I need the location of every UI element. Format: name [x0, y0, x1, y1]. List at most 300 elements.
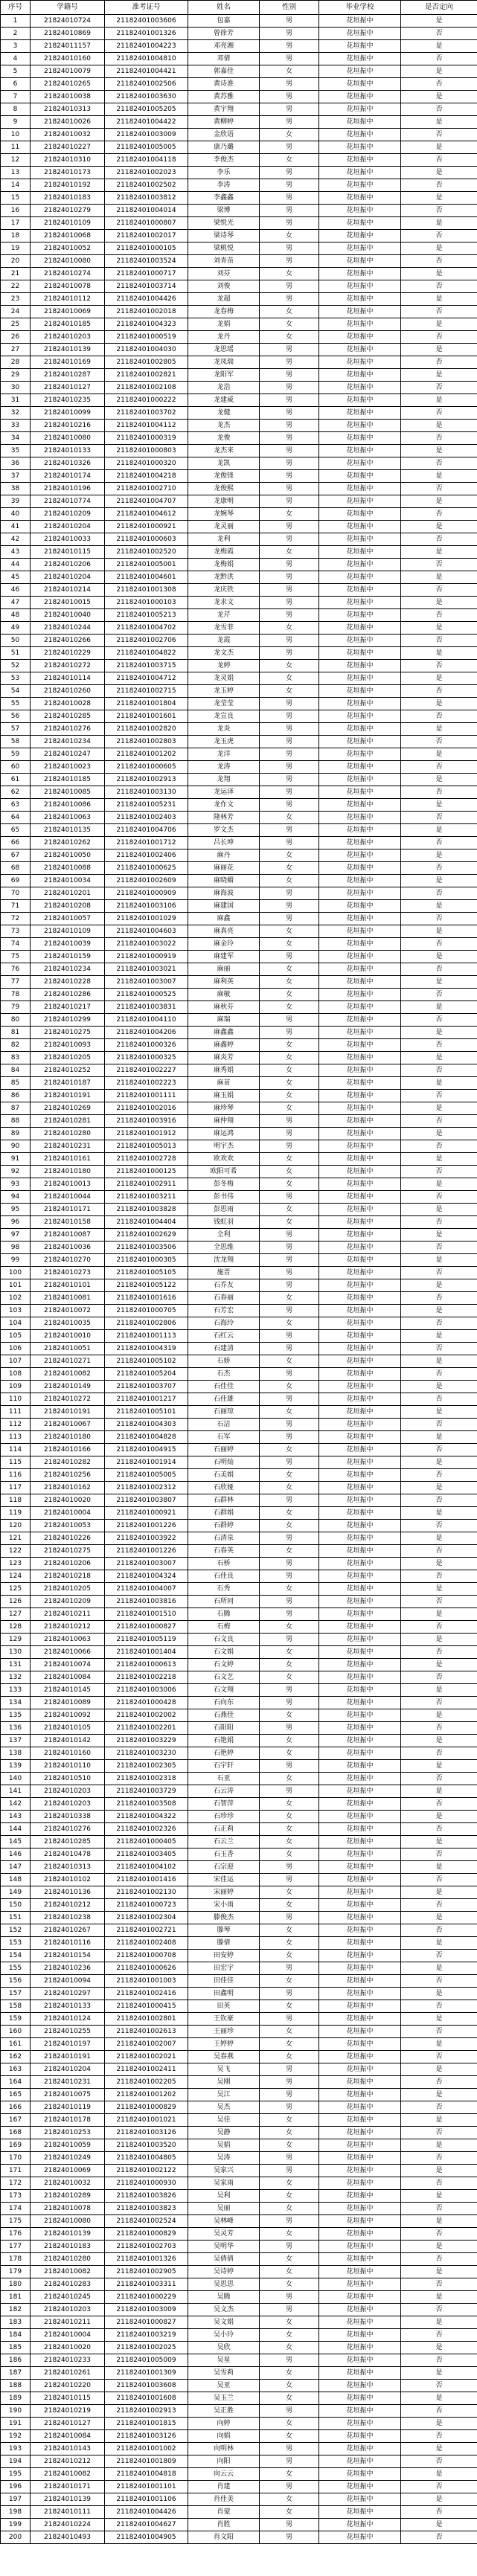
cell-name: 龙霞: [188, 635, 260, 647]
cell-student-id: 21824010162: [31, 1482, 105, 1494]
cell-student-id: 21824010063: [31, 1634, 105, 1646]
table-row: [1, 445, 477, 457]
cell-seq: 6: [1, 78, 31, 91]
cell-gender: 男: [260, 1128, 319, 1140]
table-row: [1, 635, 477, 647]
table-row: [1, 913, 477, 925]
cell-name: 龙娟: [188, 318, 260, 331]
cell-exam-id: 21182401004627: [105, 2519, 188, 2531]
cell-directed: 是: [401, 141, 477, 154]
table-row: [1, 571, 477, 584]
cell-gender: 女: [260, 938, 319, 951]
cell-student-id: 21824010160: [31, 53, 105, 65]
cell-seq: 195: [1, 2468, 31, 2481]
cell-student-id: 21824010086: [31, 799, 105, 812]
cell-exam-id: 21182401004612: [105, 508, 188, 521]
cell-name: 全思维: [188, 1242, 260, 1254]
cell-gender: 男: [260, 1368, 319, 1381]
cell-school: 花垣振中: [319, 2127, 401, 2139]
cell-seq: 35: [1, 445, 31, 457]
cell-gender: 男: [260, 1558, 319, 1570]
cell-school: 花垣振中: [319, 1988, 401, 2000]
cell-gender: 男: [260, 2165, 319, 2177]
cell-directed: 否: [401, 887, 477, 900]
cell-school: 花垣振中: [319, 255, 401, 268]
cell-student-id: 21824010191: [31, 2051, 105, 2063]
cell-school: 花垣振中: [319, 938, 401, 951]
cell-exam-id: 21182401003922: [105, 1532, 188, 1545]
cell-school: 花垣振中: [319, 2051, 401, 2063]
cell-seq: 146: [1, 1849, 31, 1861]
cell-exam-id: 21182401002017: [105, 230, 188, 242]
cell-name: 石娇: [188, 1355, 260, 1368]
cell-student-id: 21824010206: [31, 1558, 105, 1570]
cell-exam-id: 21182401002821: [105, 369, 188, 382]
cell-school: 花垣振中: [319, 976, 401, 989]
cell-seq: 185: [1, 2342, 31, 2354]
cell-name: 吴娟: [188, 2139, 260, 2152]
cell-directed: 否: [401, 1469, 477, 1482]
cell-name: 龙俊锋: [188, 470, 260, 483]
cell-name: 石云涛: [188, 1785, 260, 1798]
cell-school: 花垣振中: [319, 710, 401, 723]
cell-seq: 21: [1, 268, 31, 280]
cell-gender: 男: [260, 1014, 319, 1027]
cell-school: 花垣振中: [319, 2468, 401, 2481]
table-row: [1, 192, 477, 205]
cell-gender: 女: [260, 65, 319, 78]
cell-name: 龙求文: [188, 597, 260, 609]
cell-directed: 是: [401, 1558, 477, 1570]
cell-gender: 女: [260, 1077, 319, 1090]
cell-seq: 15: [1, 192, 31, 205]
cell-directed: 否: [401, 1570, 477, 1583]
cell-student-id: 21824010249: [31, 2152, 105, 2165]
table-row: [1, 1634, 477, 1646]
cell-seq: 140: [1, 1773, 31, 1785]
cell-student-id: 21824010211: [31, 2316, 105, 2329]
cell-directed: 否: [401, 963, 477, 976]
cell-school: 花垣振中: [319, 559, 401, 571]
cell-student-id: 21824010493: [31, 2531, 105, 2544]
table-row: [1, 1027, 477, 1039]
cell-name: 吴家雨: [188, 2177, 260, 2190]
cell-exam-id: 21182401004323: [105, 318, 188, 331]
cell-seq: 85: [1, 1077, 31, 1090]
table-row: [1, 91, 477, 103]
cell-school: 花垣振中: [319, 1608, 401, 1621]
cell-exam-id: 21182401004404: [105, 1216, 188, 1229]
cell-school: 花垣振中: [319, 318, 401, 331]
cell-name: 吴静: [188, 2127, 260, 2139]
cell-gender: 男: [260, 141, 319, 154]
cell-seq: 119: [1, 1507, 31, 1520]
cell-exam-id: 21182401001416: [105, 1874, 188, 1886]
table-row: [1, 1507, 477, 1520]
cell-exam-id: 21182401002703: [105, 2241, 188, 2253]
cell-gender: 男: [260, 1456, 319, 1469]
table-row: [1, 1444, 477, 1456]
cell-name: 龙庆铁: [188, 584, 260, 597]
cell-school: 花垣振中: [319, 1229, 401, 1242]
cell-student-id: 21824010105: [31, 1722, 105, 1735]
cell-directed: 是: [401, 470, 477, 483]
cell-seq: 199: [1, 2519, 31, 2531]
cell-name: 石丽婷: [188, 1444, 260, 1456]
cell-school: 花垣振中: [319, 1343, 401, 1355]
table-row: [1, 1140, 477, 1153]
cell-name: 龙宣良: [188, 710, 260, 723]
cell-name: 邓亮湘: [188, 40, 260, 53]
cell-seq: 57: [1, 723, 31, 736]
cell-exam-id: 21182401002613: [105, 2026, 188, 2038]
cell-student-id: 21824010028: [31, 698, 105, 710]
cell-school: 花垣振中: [319, 1861, 401, 1874]
cell-school: 花垣振中: [319, 1735, 401, 1747]
table-row: [1, 1912, 477, 1924]
cell-directed: 否: [401, 1621, 477, 1634]
cell-gender: 男: [260, 217, 319, 230]
cell-directed: 否: [401, 1975, 477, 1988]
cell-gender: 男: [260, 1722, 319, 1735]
table-row: [1, 812, 477, 824]
cell-seq: 22: [1, 280, 31, 293]
cell-name: 石珍珍: [188, 1811, 260, 1823]
cell-school: 花垣振中: [319, 2380, 401, 2392]
cell-name: 吴家兴: [188, 2165, 260, 2177]
cell-gender: 男: [260, 293, 319, 306]
cell-student-id: 21824010233: [31, 2354, 105, 2367]
cell-gender: 女: [260, 2506, 319, 2519]
cell-name: 龙利: [188, 533, 260, 546]
cell-name: 石亚: [188, 1773, 260, 1785]
cell-seq: 170: [1, 2152, 31, 2165]
cell-seq: 39: [1, 495, 31, 508]
cell-exam-id: 21182401002403: [105, 812, 188, 824]
cell-school: 花垣振中: [319, 1798, 401, 1811]
table-row: [1, 2114, 477, 2127]
cell-school: 花垣振中: [319, 306, 401, 318]
cell-name: 石洁: [188, 1419, 260, 1431]
cell-exam-id: 21182401001510: [105, 1608, 188, 1621]
cell-exam-id: 21182401002728: [105, 1153, 188, 1166]
cell-student-id: 21824010102: [31, 1874, 105, 1886]
cell-seq: 157: [1, 1988, 31, 2000]
table-row: [1, 432, 477, 445]
cell-exam-id: 21182401005001: [105, 559, 188, 571]
cell-gender: 男: [260, 1191, 319, 1204]
cell-school: 花垣振中: [319, 685, 401, 698]
cell-name: 邓倩: [188, 53, 260, 65]
cell-school: 花垣振中: [319, 2493, 401, 2506]
cell-student-id: 21824010099: [31, 407, 105, 420]
table-row: [1, 1292, 477, 1305]
cell-student-id: 21824010245: [31, 2291, 105, 2304]
cell-seq: 19: [1, 242, 31, 255]
cell-exam-id: 21182401000320: [105, 457, 188, 470]
cell-gender: 男: [260, 761, 319, 774]
table-row: [1, 1393, 477, 1406]
cell-student-id: 21824010229: [31, 647, 105, 660]
cell-student-id: 21824010183: [31, 2241, 105, 2253]
cell-seq: 150: [1, 1899, 31, 1912]
cell-name: 吴正胜: [188, 2405, 260, 2418]
cell-school: 花垣振中: [319, 1520, 401, 1532]
cell-seq: 51: [1, 647, 31, 660]
cell-seq: 129: [1, 1634, 31, 1646]
table-body: [1, 15, 477, 2544]
cell-gender: 男: [260, 1596, 319, 1608]
cell-name: 吴春燕: [188, 2051, 260, 2063]
cell-exam-id: 21182401002911: [105, 1178, 188, 1191]
cell-directed: 否: [401, 584, 477, 597]
cell-seq: 168: [1, 2127, 31, 2139]
cell-student-id: 21824010280: [31, 1128, 105, 1140]
table-row: [1, 1102, 477, 1115]
table-row: [1, 420, 477, 432]
cell-student-id: 21824010178: [31, 2114, 105, 2127]
cell-student-id: 21824010066: [31, 1646, 105, 1659]
cell-student-id: 21824010262: [31, 837, 105, 849]
cell-student-id: 21824010310: [31, 154, 105, 167]
cell-directed: 是: [401, 344, 477, 356]
cell-student-id: 21824010084: [31, 1671, 105, 1684]
table-row: [1, 1760, 477, 1773]
table-row: [1, 2354, 477, 2367]
cell-name: 吴诗婷: [188, 2266, 260, 2278]
cell-seq: 135: [1, 1709, 31, 1722]
cell-seq: 60: [1, 761, 31, 774]
cell-student-id: 21824010089: [31, 1697, 105, 1709]
cell-directed: 是: [401, 15, 477, 28]
cell-school: 花垣振中: [319, 2455, 401, 2468]
cell-directed: 否: [401, 736, 477, 748]
cell-directed: 是: [401, 1583, 477, 1596]
table-row: [1, 672, 477, 685]
cell-directed: 否: [401, 1874, 477, 1886]
table-row: [1, 786, 477, 799]
cell-school: 花垣振中: [319, 2000, 401, 2013]
cell-gender: 男: [260, 192, 319, 205]
cell-school: 花垣振中: [319, 584, 401, 597]
cell-student-id: 21824010273: [31, 1267, 105, 1279]
cell-name: 麻鑫鑫: [188, 1027, 260, 1039]
cell-exam-id: 21182401004915: [105, 1444, 188, 1456]
cell-student-id: 21824010094: [31, 1975, 105, 1988]
cell-name: 肖文阳: [188, 2531, 260, 2544]
cell-exam-id: 21182401004324: [105, 1570, 188, 1583]
cell-seq: 173: [1, 2190, 31, 2203]
table-row: [1, 2038, 477, 2051]
cell-school: 花垣振中: [319, 1267, 401, 1279]
cell-directed: 是: [401, 1659, 477, 1671]
cell-gender: 男: [260, 2443, 319, 2455]
cell-school: 花垣振中: [319, 1444, 401, 1456]
cell-name: 龙婉琴: [188, 508, 260, 521]
cell-seq: 180: [1, 2278, 31, 2291]
cell-seq: 74: [1, 938, 31, 951]
cell-school: 花垣振中: [319, 2531, 401, 2544]
cell-student-id: 21824010203: [31, 1785, 105, 1798]
cell-school: 花垣振中: [319, 2152, 401, 2165]
cell-name: 石梅: [188, 1621, 260, 1634]
cell-name: 石乔友: [188, 1279, 260, 1292]
table-row: [1, 622, 477, 635]
cell-exam-id: 21182401001217: [105, 1393, 188, 1406]
cell-student-id: 21824010079: [31, 65, 105, 78]
cell-gender: 女: [260, 1747, 319, 1760]
cell-exam-id: 21182401000705: [105, 1305, 188, 1317]
cell-exam-id: 21182401002502: [105, 179, 188, 192]
cell-school: 花垣振中: [319, 420, 401, 432]
cell-seq: 23: [1, 293, 31, 306]
cell-directed: 是: [401, 268, 477, 280]
cell-student-id: 21824010236: [31, 1962, 105, 1975]
cell-exam-id: 21182401003126: [105, 2430, 188, 2443]
cell-seq: 82: [1, 1039, 31, 1052]
cell-school: 花垣振中: [319, 1747, 401, 1760]
cell-directed: 是: [401, 1507, 477, 1520]
cell-school: 花垣振中: [319, 40, 401, 53]
cell-student-id: 21824010185: [31, 318, 105, 331]
cell-exam-id: 21182401004707: [105, 495, 188, 508]
cell-seq: 87: [1, 1102, 31, 1115]
cell-student-id: 21824010173: [31, 167, 105, 179]
cell-exam-id: 21182401004319: [105, 1343, 188, 1355]
cell-exam-id: 21182401004805: [105, 2152, 188, 2165]
cell-name: 龙灵丽: [188, 521, 260, 533]
table-row: [1, 1166, 477, 1178]
cell-school: 花垣振中: [319, 951, 401, 963]
cell-directed: 否: [401, 2430, 477, 2443]
cell-school: 花垣振中: [319, 483, 401, 495]
cell-name: 石向东: [188, 1697, 260, 1709]
cell-name: 石红云: [188, 1330, 260, 1343]
cell-directed: 否: [401, 1140, 477, 1153]
cell-seq: 56: [1, 710, 31, 723]
cell-student-id: 21824010038: [31, 91, 105, 103]
cell-name: 吴林峰: [188, 2215, 260, 2228]
cell-student-id: 21824010275: [31, 1545, 105, 1558]
cell-seq: 68: [1, 862, 31, 875]
table-row: [1, 15, 477, 28]
cell-directed: 是: [401, 849, 477, 862]
cell-gender: 男: [260, 1988, 319, 2000]
cell-student-id: 21824010044: [31, 1191, 105, 1204]
cell-school: 花垣振中: [319, 344, 401, 356]
cell-seq: 62: [1, 786, 31, 799]
cell-directed: 否: [401, 761, 477, 774]
cell-school: 花垣振中: [319, 609, 401, 622]
cell-school: 花垣振中: [319, 2026, 401, 2038]
cell-gender: 男: [260, 91, 319, 103]
cell-student-id: 21824010209: [31, 1596, 105, 1608]
cell-school: 花垣振中: [319, 407, 401, 420]
cell-directed: 是: [401, 1988, 477, 2000]
cell-exam-id: 21182401002629: [105, 1229, 188, 1242]
cell-name: 麻真亮: [188, 925, 260, 938]
cell-seq: 98: [1, 1242, 31, 1254]
cell-student-id: 21824010272: [31, 1393, 105, 1406]
cell-seq: 86: [1, 1090, 31, 1102]
table-row: [1, 2493, 477, 2506]
cell-name: 龙建威: [188, 394, 260, 407]
cell-student-id: 21824010266: [31, 635, 105, 647]
cell-exam-id: 21182401004112: [105, 420, 188, 432]
cell-name: 梁博: [188, 205, 260, 217]
cell-directed: 否: [401, 1596, 477, 1608]
cell-student-id: 21824010211: [31, 1608, 105, 1621]
cell-exam-id: 21182401000626: [105, 1962, 188, 1975]
cell-gender: 女: [260, 2468, 319, 2481]
cell-gender: 男: [260, 1494, 319, 1507]
cell-gender: 女: [260, 1823, 319, 1836]
cell-school: 花垣振中: [319, 1785, 401, 1798]
table-row: [1, 1874, 477, 1886]
table-row: [1, 875, 477, 887]
cell-student-id: 21824010139: [31, 2493, 105, 2506]
cell-school: 花垣振中: [319, 963, 401, 976]
table-header: [1, 1, 477, 15]
cell-gender: 男: [260, 394, 319, 407]
table-row: [1, 837, 477, 849]
cell-seq: 127: [1, 1608, 31, 1621]
cell-seq: 156: [1, 1975, 31, 1988]
cell-exam-id: 21182401000319: [105, 432, 188, 445]
cell-school: 花垣振中: [319, 28, 401, 40]
cell-seq: 116: [1, 1469, 31, 1482]
cell-school: 花垣振中: [319, 2506, 401, 2519]
cell-exam-id: 21182401002122: [105, 2165, 188, 2177]
cell-directed: 否: [401, 938, 477, 951]
cell-student-id: 21824010139: [31, 344, 105, 356]
cell-directed: 否: [401, 2481, 477, 2493]
cell-directed: 否: [401, 2177, 477, 2190]
cell-directed: 是: [401, 799, 477, 812]
cell-directed: 否: [401, 1722, 477, 1735]
cell-student-id: 21824010158: [31, 1216, 105, 1229]
cell-directed: 是: [401, 2443, 477, 2455]
cell-gender: 男: [260, 2152, 319, 2165]
cell-name: 王婷婷: [188, 2038, 260, 2051]
table-row: [1, 369, 477, 382]
cell-exam-id: 21182401001021: [105, 2114, 188, 2127]
cell-seq: 174: [1, 2203, 31, 2215]
cell-student-id: 21824010092: [31, 1709, 105, 1722]
cell-student-id: 21824010231: [31, 1140, 105, 1153]
cell-gender: 女: [260, 1646, 319, 1659]
table-row: [1, 2000, 477, 2013]
table-row: [1, 1886, 477, 1899]
cell-school: 花垣振中: [319, 1292, 401, 1305]
cell-school: 花垣振中: [319, 748, 401, 761]
cell-student-id: 21824010244: [31, 622, 105, 635]
cell-school: 花垣振中: [319, 521, 401, 533]
cell-gender: 女: [260, 1659, 319, 1671]
cell-seq: 80: [1, 1014, 31, 1027]
cell-exam-id: 21182401002025: [105, 2342, 188, 2354]
cell-directed: 是: [401, 1482, 477, 1494]
cell-directed: 是: [401, 420, 477, 432]
cell-gender: 男: [260, 1785, 319, 1798]
table-row: [1, 40, 477, 53]
cell-school: 花垣振中: [319, 78, 401, 91]
cell-name: 欧欢欢: [188, 1153, 260, 1166]
cell-exam-id: 21182401003608: [105, 2380, 188, 2392]
table-row: [1, 938, 477, 951]
cell-gender: 男: [260, 647, 319, 660]
cell-directed: 是: [401, 2291, 477, 2304]
